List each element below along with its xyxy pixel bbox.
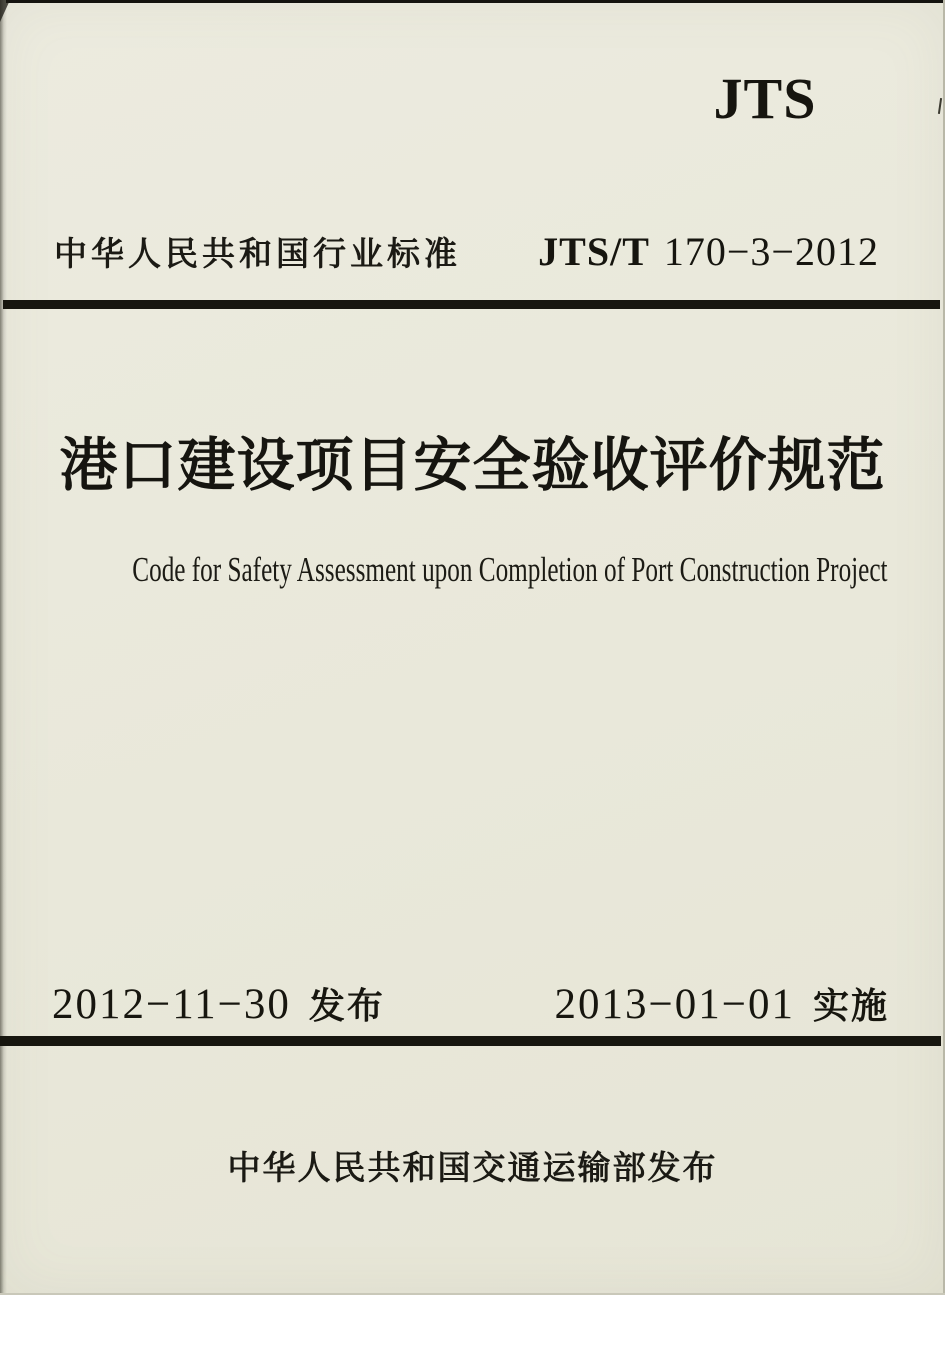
scan-corner-artifact — [0, 0, 10, 22]
effective-date: 2013−01−01 — [554, 981, 795, 1028]
document-title-zh: 港口建设项目安全验收评价规范 — [59, 433, 886, 498]
separator-rule-top — [3, 300, 940, 309]
scan-edge-mark — [938, 98, 942, 114]
paper-right-edge — [943, 0, 945, 1295]
issue-date-group — [52, 978, 385, 1029]
standard-code — [538, 228, 879, 275]
jts-logo: JTS — [713, 66, 817, 131]
paper-bottom-edge — [0, 1293, 945, 1295]
publisher-line: 中华人民共和国交通运输部发布 — [227, 1149, 718, 1186]
dates-row — [0, 978, 945, 1029]
separator-rule-bottom — [0, 1036, 941, 1046]
paper-top-border — [6, 0, 945, 3]
effective-date-label: 实施 — [812, 985, 889, 1026]
issue-date: 2012−11−30 — [52, 981, 291, 1028]
standard-code-prefix: JTS/T — [538, 229, 650, 274]
standard-header-row — [0, 228, 945, 275]
effective-date-group — [554, 978, 889, 1029]
paper-left-edge-shadow — [0, 0, 7, 1295]
document-title-en: Code for Safety Assessment upon Completion of Port Construction Project — [132, 550, 888, 589]
issue-date-label: 发布 — [308, 985, 385, 1026]
standard-type-label: 中华人民共和国行业标准 — [54, 235, 461, 272]
standard-code-number: 170−3−2012 — [663, 229, 879, 274]
